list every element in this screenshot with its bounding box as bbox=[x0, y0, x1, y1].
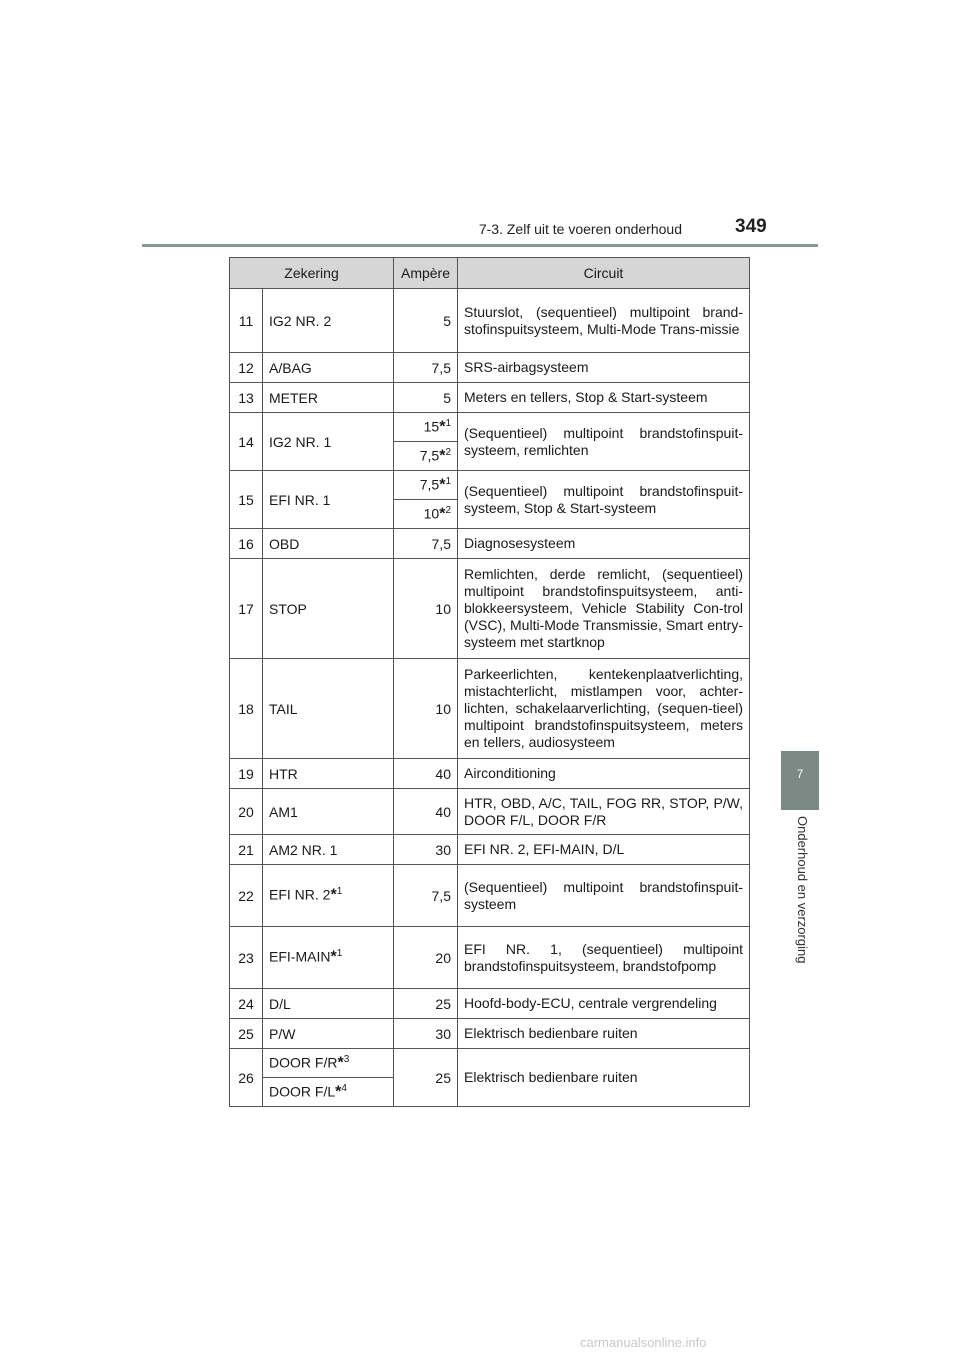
ampere-value: 10 bbox=[423, 505, 440, 522]
fuse-circuit: Hoofd-body-ECU, centrale vergrendeling bbox=[458, 989, 750, 1019]
fuse-circuit: (Sequentieel) multipoint brandstofinspuit-systeem, remlichten bbox=[458, 413, 750, 471]
table-row bbox=[230, 471, 750, 500]
fuse-ampere: 7,5 bbox=[394, 353, 458, 383]
footnote-ref: 1 bbox=[336, 948, 343, 960]
fuse-ampere: 10 bbox=[394, 659, 458, 759]
chapter-tab: 7 bbox=[781, 751, 819, 810]
fuse-name: A/BAG bbox=[263, 353, 394, 383]
fuse-name: D/L bbox=[263, 989, 394, 1019]
asterisk-icon: * bbox=[439, 418, 446, 436]
fuse-ampere: 30 bbox=[394, 835, 458, 865]
fuse-ampere: 10 bbox=[394, 559, 458, 659]
fuse-name: TAIL bbox=[263, 659, 394, 759]
fuse-name: IG2 NR. 1 bbox=[263, 413, 394, 471]
fuse-name bbox=[263, 927, 394, 989]
asterisk-icon: * bbox=[439, 476, 446, 494]
table-row bbox=[230, 1049, 750, 1078]
fuse-number: 25 bbox=[230, 1019, 263, 1049]
column-header-fuse: Zekering bbox=[230, 258, 394, 289]
fuse-number: 12 bbox=[230, 353, 263, 383]
fuse-number: 26 bbox=[230, 1049, 263, 1107]
table-row bbox=[230, 835, 750, 865]
fuse-ampere bbox=[394, 471, 458, 500]
fuse-name: P/W bbox=[263, 1019, 394, 1049]
fuse-name: OBD bbox=[263, 529, 394, 559]
table-row bbox=[230, 353, 750, 383]
fuse-circuit: Parkeerlichten, kentekenplaatverlichting, mistachterlicht, mistlampen voor, achter-lichten, schakelaarverlichting, (sequen-tieel) multipoint brandstofinspuitsysteem, meters en tellers, audiosysteem bbox=[458, 659, 750, 759]
asterisk-icon: * bbox=[439, 505, 446, 523]
column-header-ampere: Ampère bbox=[394, 258, 458, 289]
table-row bbox=[230, 383, 750, 413]
fuse-ampere: 40 bbox=[394, 789, 458, 835]
asterisk-icon: * bbox=[439, 447, 446, 465]
table-row bbox=[230, 659, 750, 759]
fuse-ampere: 30 bbox=[394, 1019, 458, 1049]
fuse-number: 18 bbox=[230, 659, 263, 759]
fuse-ampere: 25 bbox=[394, 1049, 458, 1107]
fuse-ampere bbox=[394, 500, 458, 529]
fuse-name-text: DOOR F/R bbox=[269, 1054, 338, 1071]
footnote-ref: 2 bbox=[445, 504, 451, 516]
fuse-circuit: Elektrisch bedienbare ruiten bbox=[458, 1049, 750, 1107]
column-header-circuit: Circuit bbox=[458, 258, 750, 289]
fuse-name: STOP bbox=[263, 559, 394, 659]
asterisk-icon: * bbox=[335, 1083, 342, 1101]
table-row bbox=[230, 413, 750, 442]
fuse-number: 19 bbox=[230, 759, 263, 789]
fuse-ampere: 40 bbox=[394, 759, 458, 789]
fuse-number: 23 bbox=[230, 927, 263, 989]
fuse-name: IG2 NR. 2 bbox=[263, 289, 394, 353]
fuse-number: 14 bbox=[230, 413, 263, 471]
table-row bbox=[230, 289, 750, 353]
header-rule bbox=[142, 244, 818, 247]
chapter-side-label: Onderhoud en verzorging bbox=[795, 816, 810, 964]
fuse-ampere: 7,5 bbox=[394, 865, 458, 927]
fuse-circuit: SRS-airbagsysteem bbox=[458, 353, 750, 383]
fuse-ampere: 20 bbox=[394, 927, 458, 989]
fuse-circuit: Elektrisch bedienbare ruiten bbox=[458, 1019, 750, 1049]
fuse-number: 11 bbox=[230, 289, 263, 353]
table-row bbox=[230, 1019, 750, 1049]
fuse-name-text: DOOR F/L bbox=[269, 1083, 336, 1100]
watermark: carmanualsonline.info bbox=[580, 1335, 707, 1350]
page-number: 349 bbox=[735, 216, 767, 237]
asterisk-icon: * bbox=[330, 886, 337, 904]
footnote-ref: 1 bbox=[445, 475, 451, 487]
footnote-ref: 4 bbox=[341, 1082, 347, 1094]
fuse-circuit: (Sequentieel) multipoint brandstofinspuit-systeem, Stop & Start-systeem bbox=[458, 471, 750, 529]
ampere-value: 7,5 bbox=[419, 476, 440, 493]
fuse-ampere bbox=[394, 442, 458, 471]
footnote-ref: 2 bbox=[445, 446, 451, 458]
fuse-circuit: Meters en tellers, Stop & Start-systeem bbox=[458, 383, 750, 413]
fuse-circuit: Airconditioning bbox=[458, 759, 750, 789]
table-row bbox=[230, 559, 750, 659]
fuse-number: 16 bbox=[230, 529, 263, 559]
table-row bbox=[230, 529, 750, 559]
fuse-name bbox=[263, 865, 394, 927]
table-header-row bbox=[230, 258, 750, 289]
fuse-table bbox=[229, 257, 750, 1107]
fuse-number: 21 bbox=[230, 835, 263, 865]
fuse-number: 15 bbox=[230, 471, 263, 529]
fuse-circuit: (Sequentieel) multipoint brandstofinspuit-systeem bbox=[458, 865, 750, 927]
fuse-ampere: 25 bbox=[394, 989, 458, 1019]
fuse-name: HTR bbox=[263, 759, 394, 789]
asterisk-icon: * bbox=[337, 1054, 344, 1072]
fuse-ampere: 7,5 bbox=[394, 529, 458, 559]
fuse-name-text: EFI-MAIN bbox=[269, 948, 331, 965]
asterisk-icon: * bbox=[330, 948, 337, 966]
fuse-name-text: EFI NR. 2 bbox=[269, 886, 331, 903]
fuse-circuit: EFI NR. 2, EFI-MAIN, D/L bbox=[458, 835, 750, 865]
fuse-circuit: Diagnosesysteem bbox=[458, 529, 750, 559]
fuse-number: 20 bbox=[230, 789, 263, 835]
ampere-value: 7,5 bbox=[419, 447, 440, 464]
fuse-number: 13 bbox=[230, 383, 263, 413]
fuse-number: 17 bbox=[230, 559, 263, 659]
fuse-name: EFI NR. 1 bbox=[263, 471, 394, 529]
table-row bbox=[230, 759, 750, 789]
fuse-circuit: EFI NR. 1, (sequentieel) multipoint brandstofinspuitsysteem, brandstofpomp bbox=[458, 927, 750, 989]
table-row bbox=[230, 865, 750, 927]
fuse-ampere: 5 bbox=[394, 289, 458, 353]
fuse-number: 22 bbox=[230, 865, 263, 927]
fuse-name: METER bbox=[263, 383, 394, 413]
fuse-name: AM2 NR. 1 bbox=[263, 835, 394, 865]
fuse-ampere: 5 bbox=[394, 383, 458, 413]
fuse-name: AM1 bbox=[263, 789, 394, 835]
table-row bbox=[230, 789, 750, 835]
fuse-name bbox=[263, 1078, 394, 1107]
table-row bbox=[230, 927, 750, 989]
fuse-circuit: Remlichten, derde remlicht, (sequentieel) multipoint brandstofinspuitsysteem, anti-blokkeersysteem, Vehicle Stability Con-trol (VSC), Multi-Mode Transmissie, Smart entry-systeem met startknop bbox=[458, 559, 750, 659]
footnote-ref: 1 bbox=[336, 886, 343, 898]
fuse-name bbox=[263, 1049, 394, 1078]
footnote-ref: 3 bbox=[343, 1053, 350, 1065]
fuse-number: 24 bbox=[230, 989, 263, 1019]
footnote-ref: 1 bbox=[445, 417, 451, 429]
table-row bbox=[230, 989, 750, 1019]
fuse-circuit: Stuurslot, (sequentieel) multipoint brand-stofinspuitsysteem, Multi-Mode Trans-missie bbox=[458, 289, 750, 353]
fuse-circuit: HTR, OBD, A/C, TAIL, FOG RR, STOP, P/W, DOOR F/L, DOOR F/R bbox=[458, 789, 750, 835]
ampere-value: 15 bbox=[423, 418, 440, 435]
fuse-ampere bbox=[394, 413, 458, 442]
header-section-title: 7-3. Zelf uit te voeren onderhoud bbox=[478, 221, 682, 237]
